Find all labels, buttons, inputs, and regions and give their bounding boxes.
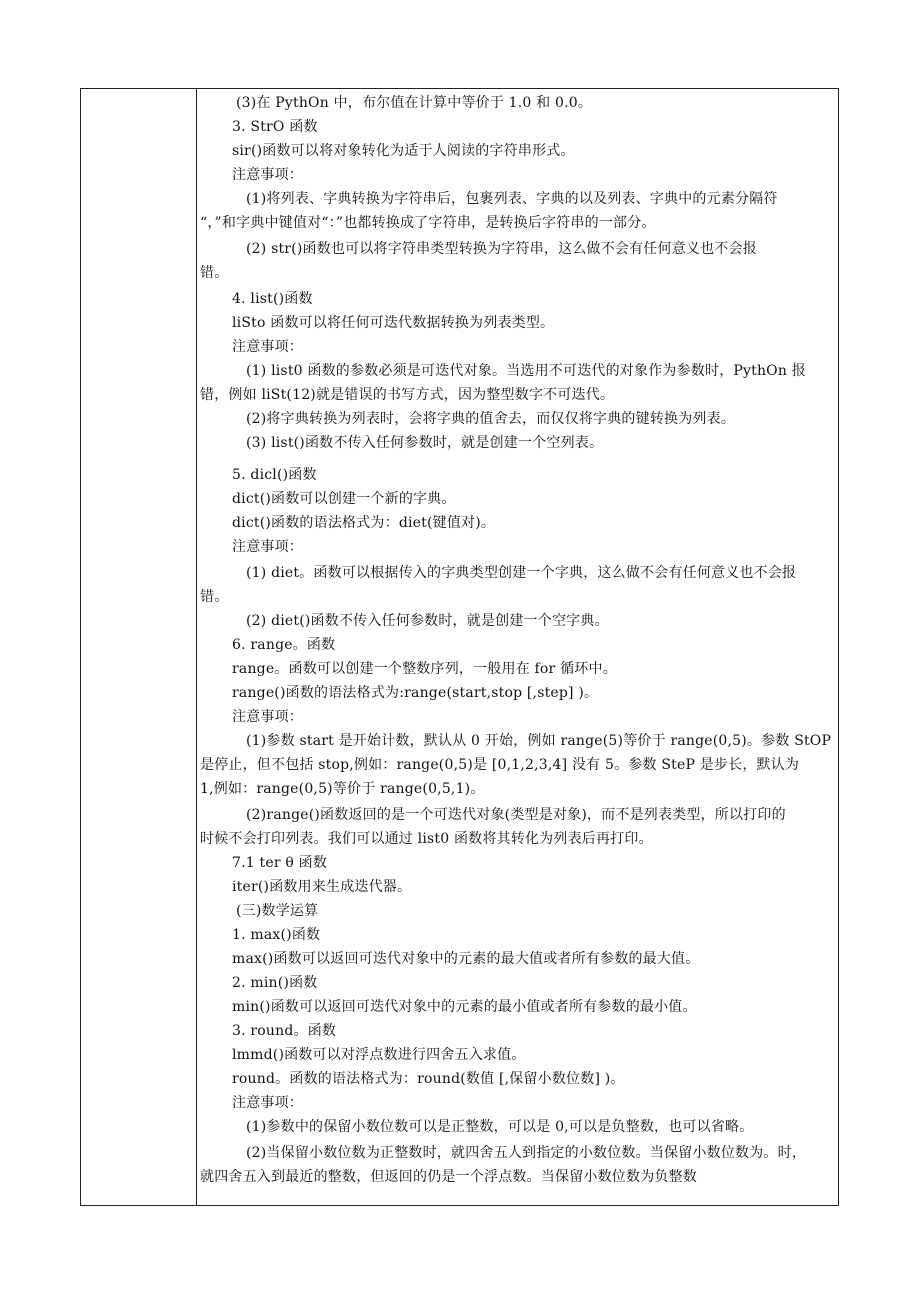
note-heading: 注意事项： bbox=[232, 339, 303, 355]
text-line: (2) str()函数也可以将字符串类型转换为字符串，这么做不会有任何意义也不会报 bbox=[246, 241, 757, 257]
text-line: dict()函数可以创建一个新的字典。 bbox=[232, 491, 456, 507]
section-heading: 5. dicl()函数 bbox=[232, 467, 317, 483]
text-line: (1)参数 start 是开始计数，默认从 0 开始，例如 range(5)等价于 range(0,5)。参数 StOP bbox=[246, 733, 832, 749]
section-heading: 3. round。函数 bbox=[232, 1023, 337, 1039]
section-heading: 1. max()函数 bbox=[232, 927, 321, 943]
text-line: max()函数可以返回可迭代对象中的元素的最大值或者所有参数的最大值。 bbox=[232, 951, 700, 967]
text-line: min()函数可以返回可迭代对象中的元素的最小值或者所有参数的最小值。 bbox=[232, 999, 697, 1015]
text-line: liSto 函数可以将任何可迭代数据转换为列表类型。 bbox=[232, 315, 555, 331]
text-line: (1)将列表、字典转换为字符串后，包裹列表、字典的以及列表、字典中的元素分隔符 bbox=[246, 191, 778, 207]
text-line: dict()函数的语法格式为：diet(键值对)。 bbox=[232, 515, 496, 531]
text-line: sir()函数可以将对象转化为适于人阅读的字符串形式。 bbox=[232, 143, 575, 159]
text-line: round。函数的语法格式为：round(数值 [,保留小数位数] )。 bbox=[232, 1071, 625, 1087]
section-heading: 2. min()函数 bbox=[232, 975, 318, 991]
section-heading: 4. list()函数 bbox=[232, 291, 313, 307]
text-line: range。函数可以创建一个整数序列，一般用在 for 循环中。 bbox=[232, 661, 617, 677]
text-line: 1,例如：range(0,5)等价于 range(0,5,1)。 bbox=[200, 781, 485, 797]
document-table bbox=[80, 88, 839, 1206]
section-heading: 7.1 ter θ 函数 bbox=[232, 855, 328, 871]
text-line: 时候不会打印列表。我们可以通过 list0 函数将其转化为列表后再打印。 bbox=[200, 831, 653, 847]
note-heading: 注意事项： bbox=[232, 539, 303, 555]
text-line: 就四舍五入到最近的整数，但返回的仍是一个浮点数。当保留小数位数为负整数 bbox=[200, 1169, 697, 1185]
text-line: (2)当保留小数位数为正整数时，就四舍五人到指定的小数位数。当保留小数位数为。时， bbox=[246, 1145, 807, 1161]
subsection-heading: (三)数学运算 bbox=[236, 903, 319, 919]
left-column-cell bbox=[81, 89, 197, 1205]
content-cell bbox=[198, 89, 838, 1205]
text-line: (1) list0 函数的参数必须是可迭代对象。当选用不可迭代的对象作为参数时，PythOn 报 bbox=[246, 363, 806, 379]
text-line: (1)参数中的保留小数位数可以是正整数，可以是 0,可以是负整数，也可以省略。 bbox=[246, 1119, 754, 1135]
text-line: “，”和字典中键值对“：”也都转换成了字符串，是转换后字符串的一部分。 bbox=[200, 215, 656, 231]
text-line: (2)range()函数返回的是一个可迭代对象(类型是对象)，而不是列表类型，所以打印的 bbox=[246, 807, 786, 823]
note-heading: 注意事项： bbox=[232, 1095, 303, 1111]
text-line: iter()函数用来生成迭代器。 bbox=[232, 879, 412, 895]
text-line: 错，例如 liSt(12)就是错误的书写方式，因为整型数字不可迭代。 bbox=[200, 387, 615, 403]
text-line: 错。 bbox=[200, 589, 229, 605]
text-line: (2)将字典转换为列表时，会将字典的值舍去，而仅仅将字典的键转换为列表。 bbox=[246, 411, 736, 427]
text-line: (1) diet。函数可以根据传入的字典类型创建一个字典，这么做不会有任何意义也不会报 bbox=[246, 565, 797, 581]
text-line: (3)在 PythOn 中，布尔值在计算中等价于 1.0 和 0.0。 bbox=[236, 95, 593, 111]
text-line: lmmd()函数可以对浮点数进行四舍五入求值。 bbox=[232, 1047, 526, 1063]
text-line: range()函数的语法格式为:range(start,stop [,step] )。 bbox=[232, 685, 599, 701]
text-line: (2) diet()函数不传入任何参数时，就是创建一个空字典。 bbox=[246, 613, 609, 629]
text-line: 是停止，但不包括 stop,例如：range(0,5)是 [0,1,2,3,4] 没有 5。参数 SteP 是步长，默认为 bbox=[200, 757, 800, 773]
text-line: 错。 bbox=[200, 265, 229, 281]
note-heading: 注意事项： bbox=[232, 167, 303, 183]
note-heading: 注意事项： bbox=[232, 709, 303, 725]
text-line: (3) list()函数不传入任何参数时，就是创建一个空列表。 bbox=[246, 435, 604, 451]
section-heading: 6. range。函数 bbox=[232, 637, 336, 653]
section-heading: 3. StrO 函数 bbox=[232, 119, 318, 135]
